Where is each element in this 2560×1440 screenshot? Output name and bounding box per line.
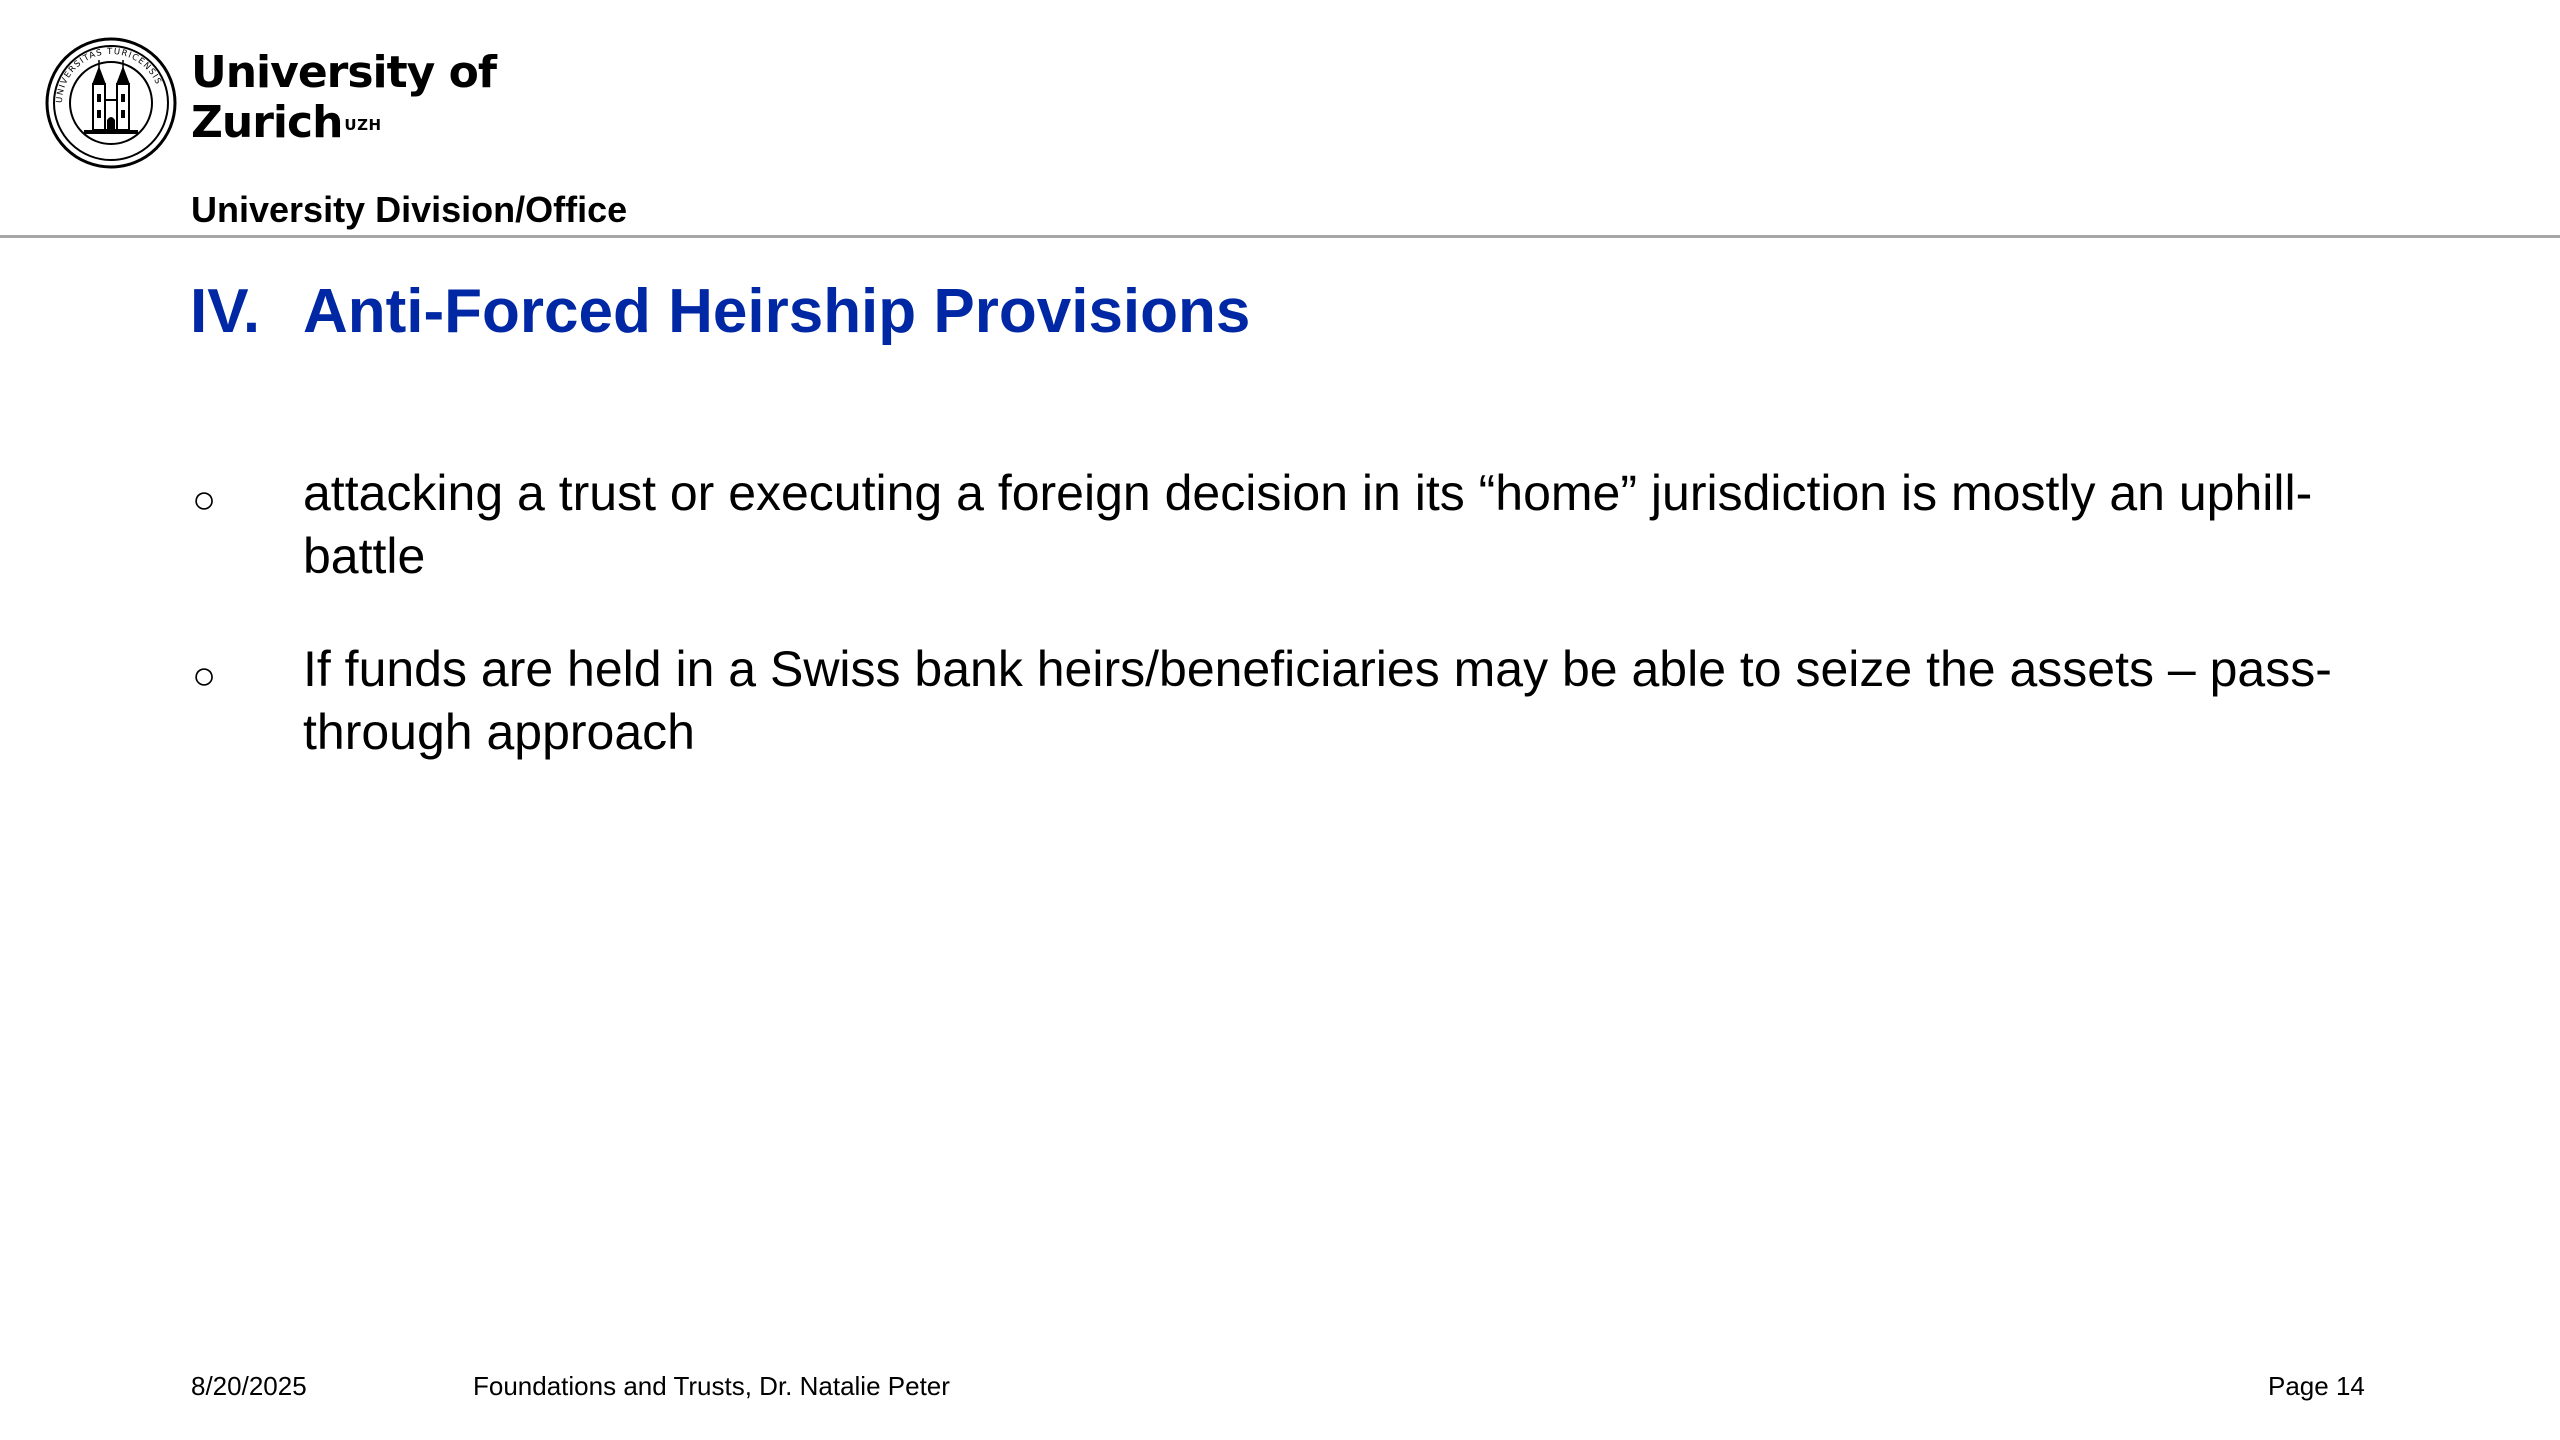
section-number: IV. bbox=[190, 277, 261, 346]
slide-title bbox=[190, 276, 1250, 348]
bullet-text: attacking a trust or executing a foreign decision in its “home” jurisdiction is mostly an uphill-battle bbox=[303, 465, 2313, 584]
university-name-logo bbox=[191, 48, 496, 148]
logo-name-zurich: Zurich bbox=[191, 97, 343, 148]
bullet-list bbox=[190, 462, 2410, 814]
bullet-item bbox=[190, 462, 2410, 588]
logo-name-line1: University of bbox=[191, 47, 497, 98]
footer-date: 8/20/2025 bbox=[191, 1371, 307, 1401]
bullet-item bbox=[190, 638, 2410, 764]
division-label: University Division/Office bbox=[191, 189, 628, 230]
bullet-text: If funds are held in a Swiss bank heirs/beneficiaries may be able to seize the assets – pass-through approach bbox=[303, 641, 2332, 760]
header-divider bbox=[0, 235, 2560, 238]
footer-page-number: Page 14 bbox=[2268, 1371, 2365, 1401]
svg-text:UNIVERSITAS TURICENSIS: UNIVERSITAS TURICENSIS bbox=[54, 46, 164, 104]
logo-superscript: UZH bbox=[344, 116, 382, 134]
title-text: Anti-Forced Heirship Provisions bbox=[303, 277, 1251, 346]
bullet-circle-icon: ○ bbox=[192, 478, 217, 522]
university-seal-logo bbox=[44, 36, 178, 170]
logo-name-line2 bbox=[191, 98, 496, 148]
footer-course-title: Foundations and Trusts, Dr. Natalie Peter bbox=[473, 1371, 950, 1401]
bullet-circle-icon: ○ bbox=[192, 654, 217, 698]
